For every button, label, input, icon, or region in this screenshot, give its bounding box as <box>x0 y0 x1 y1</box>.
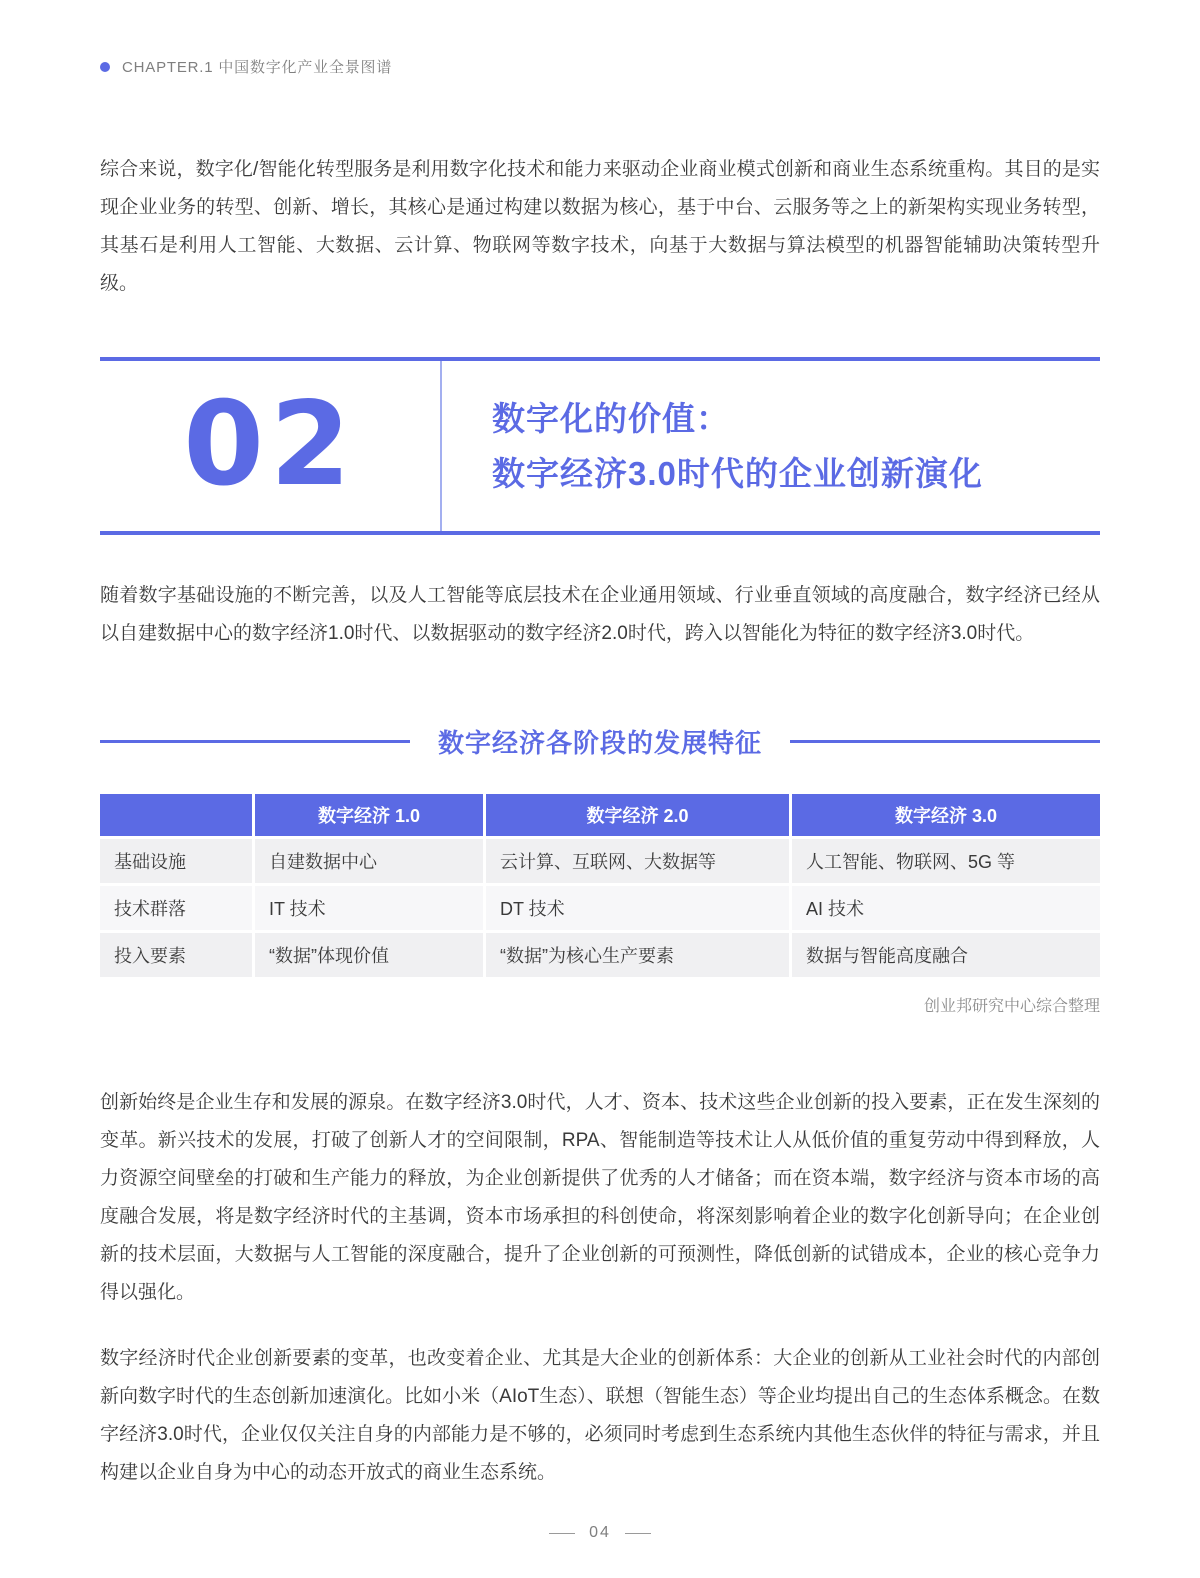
chapter-title: CHAPTER.1 中国数字化产业全景图谱 <box>122 59 393 76</box>
table-row <box>100 839 1100 883</box>
table-header-cell-3-0: 数字经济 3.0 <box>792 794 1100 836</box>
table-row <box>100 886 1100 930</box>
table-row-label: 投入要素 <box>100 933 252 977</box>
stages-table <box>100 794 1100 977</box>
section-banner <box>100 357 1100 535</box>
table-header-cell-corner <box>100 794 252 836</box>
table-row-label: 技术群落 <box>100 886 252 930</box>
page-footer <box>0 1524 1200 1542</box>
table-cell: IT 技术 <box>255 886 483 930</box>
footer-dash-right <box>625 1533 651 1534</box>
body-paragraph-2: 随着数字基础设施的不断完善，以及人工智能等底层技术在企业通用领域、行业垂直领域的高度融合，数字经济已经从以自建数据中心的数字经济1.0时代、以数据驱动的数字经济2.0时代，跨入以智能化为特征的数字经济3.0时代。 <box>100 585 1100 644</box>
table-cell: 人工智能、物联网、5G 等 <box>792 839 1100 883</box>
footer-dash-left <box>549 1533 575 1534</box>
body-paragraph-3: 创新始终是企业生存和发展的源泉。在数字经济3.0时代，人才、资本、技术这些企业创新的投入要素，正在发生深刻的变革。新兴技术的发展，打破了创新人才的空间限制，RPA、智能制造等技术让人从低价值的重复劳动中得到释放，人力资源空间壁垒的打破和生产能力的释放，为企业创新提供了优秀的人才储备；而在资本端，数字经济与资本市场的高度融合发展，将是数字经济时代的主基调，资本市场承担的科创使命，将深刻影响着企业的数字化创新导向；在企业创新的技术层面，大数据与人工智能的深度融合，提升了企业创新的可预测性，降低创新的试错成本，企业的核心竞争力得以强化。 <box>100 1092 1100 1303</box>
table-header-row <box>100 794 1100 836</box>
section-number: 02 <box>183 377 357 512</box>
page-number: 04 <box>589 1524 611 1541</box>
table-header-cell-2-0: 数字经济 2.0 <box>486 794 789 836</box>
table-row <box>100 933 1100 977</box>
table-row-label: 基础设施 <box>100 839 252 883</box>
section-title-line-2: 数字经济3.0时代的企业创新演化 <box>492 455 983 492</box>
table-header-cell-1-0: 数字经济 1.0 <box>255 794 483 836</box>
table-source-note: 创业邦研究中心综合整理 <box>923 998 1100 1015</box>
table-cell: DT 技术 <box>486 886 789 930</box>
section-title-block <box>442 361 983 531</box>
body-paragraph-1: 综合来说，数字化/智能化转型服务是利用数字化技术和能力来驱动企业商业模式创新和商业生态系统重构。其目的是实现企业业务的转型、创新、增长，其核心是通过构建以数据为核心，基于中台、云服务等之上的新架构实现业务转型，其基石是利用人工智能、大数据、云计算、物联网等数字技术，向基于大数据与算法模型的机器智能辅助决策转型升级。 <box>100 159 1100 294</box>
table-cell: AI 技术 <box>792 886 1100 930</box>
title-rule-left <box>100 740 410 743</box>
table-cell: “数据”为核心生产要素 <box>486 933 789 977</box>
table-cell: 数据与智能高度融合 <box>792 933 1100 977</box>
table-title-row <box>100 723 1100 760</box>
title-rule-right <box>790 740 1100 743</box>
table-cell: 自建数据中心 <box>255 839 483 883</box>
section-title-line-1: 数字化的价值： <box>492 400 730 437</box>
table-title: 数字经济各阶段的发展特征 <box>438 728 763 758</box>
bullet-dot-icon <box>100 62 110 72</box>
table-cell: “数据”体现价值 <box>255 933 483 977</box>
body-paragraph-4: 数字经济时代企业创新要素的变革，也改变着企业、尤其是大企业的创新体系：大企业的创新从工业社会时代的内部创新向数字时代的生态创新加速演化。比如小米（AIoT生态）、联想（智能生态）等企业均提出自己的生态体系概念。在数字经济3.0时代，企业仅仅关注自身的内部能力是不够的，必须同时考虑到生态系统内其他生态伙伴的特征与需求，并且构建以企业自身为中心的动态开放式的商业生态系统。 <box>100 1348 1100 1483</box>
chapter-header <box>100 0 1100 77</box>
table-cell: 云计算、互联网、大数据等 <box>486 839 789 883</box>
